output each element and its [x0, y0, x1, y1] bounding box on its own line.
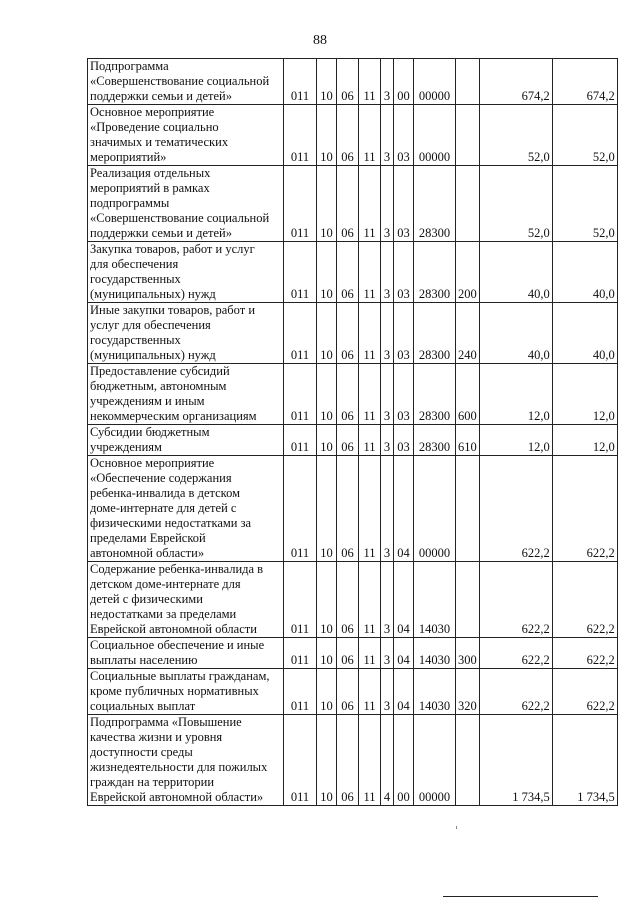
section-code-cell: 10	[317, 638, 337, 669]
table-row	[88, 669, 618, 715]
ministry-code-cell: 011	[284, 456, 317, 562]
row-name-line: качества жизни и уровня	[90, 730, 223, 744]
row-name-line: «Совершенствование социальной	[90, 74, 270, 88]
subsection-code-cell: 06	[337, 166, 359, 242]
program-code-cell: 11	[359, 105, 381, 166]
row-name-line: пределами Еврейской	[90, 531, 206, 545]
direction-code-cell: 00000	[414, 105, 456, 166]
subsection-code-cell: 06	[337, 242, 359, 303]
expense-type-cell: 240	[456, 303, 480, 364]
scan-mark	[456, 826, 457, 829]
subprogram-code-cell: 3	[381, 166, 394, 242]
row-name-line: (муниципальных) нужд	[90, 287, 216, 301]
ministry-code-cell: 011	[284, 303, 317, 364]
row-name-line: кроме публичных нормативных	[90, 684, 259, 698]
measure-code-cell: 03	[394, 166, 414, 242]
row-name-line: «Обеспечение содержания	[90, 471, 232, 485]
program-code-cell: 11	[359, 715, 381, 806]
amount-year-1-cell: 52,0	[479, 105, 552, 166]
program-code-cell: 11	[359, 166, 381, 242]
measure-code-cell: 04	[394, 562, 414, 638]
amount-year-2-cell: 622,2	[552, 669, 617, 715]
section-code-cell: 10	[317, 59, 337, 105]
direction-code-cell: 28300	[414, 364, 456, 425]
measure-code-cell: 03	[394, 105, 414, 166]
subprogram-code-cell: 3	[381, 364, 394, 425]
direction-code-cell: 28300	[414, 242, 456, 303]
row-name-line: физическими недостатками за	[90, 516, 252, 530]
direction-code-cell: 14030	[414, 669, 456, 715]
table-row	[88, 715, 618, 806]
subsection-code-cell: 06	[337, 59, 359, 105]
ministry-code-cell: 011	[284, 59, 317, 105]
row-name-line: доме-интернате для детей с	[90, 501, 237, 515]
ministry-code-cell: 011	[284, 105, 317, 166]
row-name-cell	[88, 669, 284, 715]
expense-type-cell: 320	[456, 669, 480, 715]
section-code-cell: 10	[317, 303, 337, 364]
row-name-line: Закупка товаров, работ и услуг	[90, 242, 255, 256]
amount-year-1-cell: 52,0	[479, 166, 552, 242]
program-code-cell: 11	[359, 456, 381, 562]
row-name-line: Подпрограмма	[90, 59, 169, 73]
subprogram-code-cell: 4	[381, 715, 394, 806]
table-row	[88, 425, 618, 456]
direction-code-cell: 28300	[414, 425, 456, 456]
direction-code-cell: 28300	[414, 166, 456, 242]
row-name-line: Предоставление субсидий	[90, 364, 230, 378]
row-name-cell	[88, 242, 284, 303]
row-name-line: «Проведение социально	[90, 120, 219, 134]
amount-year-2-cell: 622,2	[552, 638, 617, 669]
subsection-code-cell: 06	[337, 303, 359, 364]
row-name-line: поддержки семьи и детей»	[90, 226, 232, 240]
expense-type-cell	[456, 456, 480, 562]
amount-year-1-cell: 622,2	[479, 456, 552, 562]
section-code-cell: 10	[317, 364, 337, 425]
ministry-code-cell: 011	[284, 669, 317, 715]
row-name-line: мероприятий в рамках	[90, 181, 210, 195]
budget-table	[87, 58, 618, 806]
measure-code-cell: 03	[394, 425, 414, 456]
amount-year-2-cell: 1 734,5	[552, 715, 617, 806]
amount-year-1-cell: 40,0	[479, 303, 552, 364]
table-row	[88, 166, 618, 242]
subprogram-code-cell: 3	[381, 562, 394, 638]
ministry-code-cell: 011	[284, 425, 317, 456]
row-name-line: Социальные выплаты гражданам,	[90, 669, 270, 683]
row-name-line: Социальное обеспечение и иные	[90, 638, 265, 652]
program-code-cell: 11	[359, 364, 381, 425]
row-name-line: государственных	[90, 333, 181, 347]
subsection-code-cell: 06	[337, 105, 359, 166]
table-row	[88, 638, 618, 669]
row-name-line: жизнедеятельности для пожилых	[90, 760, 268, 774]
amount-year-2-cell: 12,0	[552, 364, 617, 425]
measure-code-cell: 00	[394, 59, 414, 105]
amount-year-2-cell: 52,0	[552, 166, 617, 242]
amount-year-1-cell: 622,2	[479, 638, 552, 669]
row-name-line: (муниципальных) нужд	[90, 348, 216, 362]
program-code-cell: 11	[359, 242, 381, 303]
row-name-cell	[88, 105, 284, 166]
subsection-code-cell: 06	[337, 364, 359, 425]
ministry-code-cell: 011	[284, 562, 317, 638]
subsection-code-cell: 06	[337, 715, 359, 806]
row-name-line: учреждениям и иным	[90, 394, 205, 408]
amount-year-1-cell: 1 734,5	[479, 715, 552, 806]
row-name-line: детском доме-интернате для	[90, 577, 241, 591]
program-code-cell: 11	[359, 425, 381, 456]
footer-rule	[443, 896, 598, 897]
amount-year-2-cell: 40,0	[552, 242, 617, 303]
amount-year-2-cell: 622,2	[552, 562, 617, 638]
row-name-line: социальных выплат	[90, 699, 196, 713]
expense-type-cell	[456, 105, 480, 166]
measure-code-cell: 03	[394, 303, 414, 364]
section-code-cell: 10	[317, 166, 337, 242]
program-code-cell: 11	[359, 669, 381, 715]
section-code-cell: 10	[317, 456, 337, 562]
page-number: 88	[313, 33, 327, 48]
table-row	[88, 303, 618, 364]
ministry-code-cell: 011	[284, 638, 317, 669]
row-name-line: Содержание ребенка-инвалида в	[90, 562, 264, 576]
amount-year-1-cell: 12,0	[479, 364, 552, 425]
direction-code-cell: 14030	[414, 562, 456, 638]
program-code-cell: 11	[359, 303, 381, 364]
subprogram-code-cell: 3	[381, 105, 394, 166]
row-name-line: выплаты населению	[90, 653, 198, 667]
row-name-line: автономной области»	[90, 546, 205, 560]
subprogram-code-cell: 3	[381, 425, 394, 456]
row-name-line: для обеспечения	[90, 257, 179, 271]
expense-type-cell: 300	[456, 638, 480, 669]
amount-year-2-cell: 40,0	[552, 303, 617, 364]
amount-year-2-cell: 622,2	[552, 456, 617, 562]
table-row	[88, 242, 618, 303]
direction-code-cell: 28300	[414, 303, 456, 364]
subsection-code-cell: 06	[337, 669, 359, 715]
section-code-cell: 10	[317, 715, 337, 806]
program-code-cell: 11	[359, 562, 381, 638]
budget-table-body	[88, 59, 618, 806]
table-row	[88, 456, 618, 562]
table-row	[88, 364, 618, 425]
direction-code-cell: 00000	[414, 456, 456, 562]
direction-code-cell: 00000	[414, 715, 456, 806]
row-name-cell	[88, 562, 284, 638]
row-name-line: Еврейской автономной области	[90, 622, 257, 636]
row-name-line: поддержки семьи и детей»	[90, 89, 232, 103]
program-code-cell: 11	[359, 59, 381, 105]
row-name-cell	[88, 303, 284, 364]
direction-code-cell: 14030	[414, 638, 456, 669]
row-name-line: мероприятий»	[90, 150, 167, 164]
expense-type-cell	[456, 562, 480, 638]
amount-year-1-cell: 12,0	[479, 425, 552, 456]
program-code-cell: 11	[359, 638, 381, 669]
amount-year-1-cell: 622,2	[479, 669, 552, 715]
amount-year-2-cell: 12,0	[552, 425, 617, 456]
row-name-line: Реализация отдельных	[90, 166, 211, 180]
row-name-line: детей с физическими	[90, 592, 203, 606]
subprogram-code-cell: 3	[381, 59, 394, 105]
row-name-cell	[88, 59, 284, 105]
measure-code-cell: 04	[394, 669, 414, 715]
row-name-cell	[88, 425, 284, 456]
table-row	[88, 105, 618, 166]
row-name-cell	[88, 166, 284, 242]
row-name-line: учреждениям	[90, 440, 162, 454]
subprogram-code-cell: 3	[381, 456, 394, 562]
ministry-code-cell: 011	[284, 715, 317, 806]
subprogram-code-cell: 3	[381, 303, 394, 364]
subsection-code-cell: 06	[337, 456, 359, 562]
expense-type-cell: 200	[456, 242, 480, 303]
row-name-line: недостатками за пределами	[90, 607, 237, 621]
expense-type-cell	[456, 715, 480, 806]
row-name-line: Подпрограмма «Повышение	[90, 715, 242, 729]
measure-code-cell: 03	[394, 364, 414, 425]
row-name-line: значимых и тематических	[90, 135, 229, 149]
amount-year-1-cell: 674,2	[479, 59, 552, 105]
row-name-line: Основное мероприятие	[90, 456, 215, 470]
row-name-line: бюджетным, автономным	[90, 379, 227, 393]
section-code-cell: 10	[317, 669, 337, 715]
measure-code-cell: 04	[394, 456, 414, 562]
section-code-cell: 10	[317, 242, 337, 303]
row-name-line: граждан на территории	[90, 775, 215, 789]
row-name-line: Субсидии бюджетным	[90, 425, 210, 439]
subprogram-code-cell: 3	[381, 669, 394, 715]
row-name-cell	[88, 364, 284, 425]
subsection-code-cell: 06	[337, 425, 359, 456]
amount-year-1-cell: 622,2	[479, 562, 552, 638]
subsection-code-cell: 06	[337, 562, 359, 638]
row-name-cell	[88, 456, 284, 562]
direction-code-cell: 00000	[414, 59, 456, 105]
row-name-line: ребенка-инвалида в детском	[90, 486, 241, 500]
table-row	[88, 562, 618, 638]
subprogram-code-cell: 3	[381, 242, 394, 303]
section-code-cell: 10	[317, 562, 337, 638]
row-name-line: государственных	[90, 272, 181, 286]
row-name-cell	[88, 715, 284, 806]
row-name-line: доступности среды	[90, 745, 193, 759]
row-name-line: некоммерческим организациям	[90, 409, 257, 423]
row-name-line: Основное мероприятие	[90, 105, 215, 119]
ministry-code-cell: 011	[284, 242, 317, 303]
table-row	[88, 59, 618, 105]
measure-code-cell: 04	[394, 638, 414, 669]
row-name-line: Иные закупки товаров, работ и	[90, 303, 256, 317]
subprogram-code-cell: 3	[381, 638, 394, 669]
subsection-code-cell: 06	[337, 638, 359, 669]
expense-type-cell	[456, 59, 480, 105]
row-name-line: подпрограммы	[90, 196, 170, 210]
expense-type-cell: 610	[456, 425, 480, 456]
measure-code-cell: 03	[394, 242, 414, 303]
amount-year-1-cell: 40,0	[479, 242, 552, 303]
row-name-line: Еврейской автономной области»	[90, 790, 264, 804]
amount-year-2-cell: 52,0	[552, 105, 617, 166]
row-name-cell	[88, 638, 284, 669]
ministry-code-cell: 011	[284, 364, 317, 425]
expense-type-cell	[456, 166, 480, 242]
measure-code-cell: 00	[394, 715, 414, 806]
section-code-cell: 10	[317, 425, 337, 456]
ministry-code-cell: 011	[284, 166, 317, 242]
row-name-line: «Совершенствование социальной	[90, 211, 270, 225]
amount-year-2-cell: 674,2	[552, 59, 617, 105]
section-code-cell: 10	[317, 105, 337, 166]
expense-type-cell: 600	[456, 364, 480, 425]
row-name-line: услуг для обеспечения	[90, 318, 211, 332]
